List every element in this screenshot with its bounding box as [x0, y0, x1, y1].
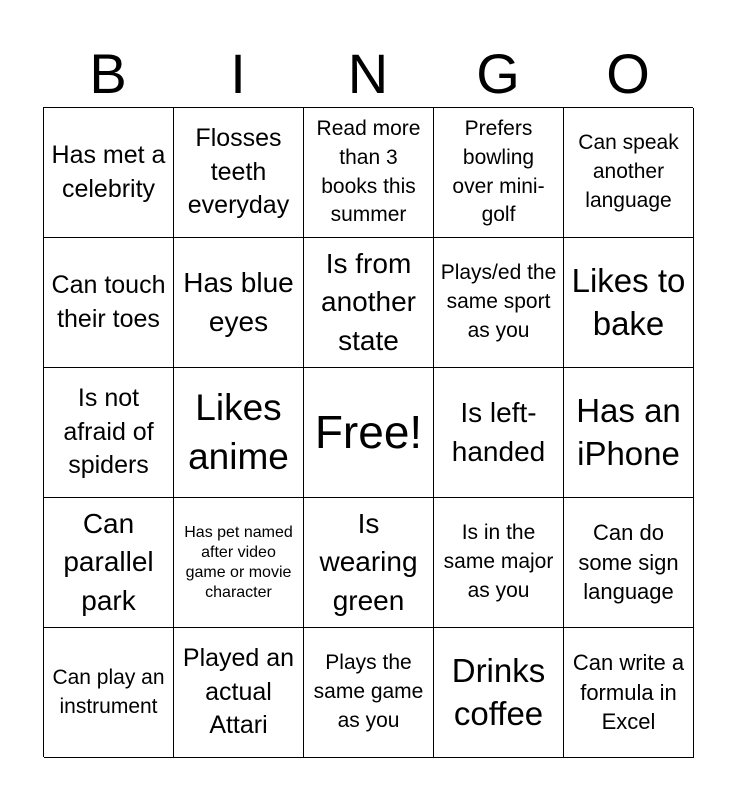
cell-text: Plays the same game as you — [313, 651, 424, 732]
header-letter-n: N — [347, 42, 389, 105]
cell-text: Has met a celebrity — [51, 141, 166, 203]
cell-text: Is from another state — [321, 248, 416, 356]
bingo-cell-r1c3[interactable] — [304, 108, 434, 238]
bingo-cell-r4c1[interactable] — [44, 498, 174, 628]
cell-text: Has pet named after video game or movie character — [184, 523, 293, 601]
bingo-cell-r2c5[interactable] — [564, 238, 694, 368]
bingo-header — [43, 40, 693, 108]
cell-text: Can play an instrument — [52, 665, 165, 718]
bingo-cell-r2c2[interactable] — [174, 238, 304, 368]
cell-text: Has blue eyes — [183, 267, 294, 337]
cell-text: Read more than 3 books this summer — [316, 116, 421, 227]
bingo-cell-r3c2[interactable] — [174, 368, 304, 498]
bingo-cell-r4c4[interactable] — [434, 498, 564, 628]
cell-text: Drinks coffee — [451, 651, 546, 732]
bingo-cell-r4c5[interactable] — [564, 498, 694, 628]
cell-text: Flosses teeth everyday — [187, 124, 290, 220]
bingo-cell-r5c5[interactable] — [564, 628, 694, 758]
bingo-cell-r5c3[interactable] — [304, 628, 434, 758]
bingo-cell-r4c2[interactable] — [174, 498, 304, 628]
cell-text: Can parallel park — [63, 508, 154, 616]
bingo-cell-free[interactable] — [304, 368, 434, 498]
bingo-cell-r3c4[interactable] — [434, 368, 564, 498]
cell-text: Is wearing green — [319, 508, 418, 616]
cell-text: Likes to bake — [571, 261, 686, 342]
bingo-cell-r3c1[interactable] — [44, 368, 174, 498]
bingo-cell-r5c1[interactable] — [44, 628, 174, 758]
cell-text: Is left-handed — [451, 397, 546, 467]
cell-text: Has an iPhone — [576, 391, 681, 472]
cell-text: Can touch their toes — [51, 271, 166, 333]
header-letter-b: B — [89, 42, 127, 105]
bingo-cell-r5c4[interactable] — [434, 628, 564, 758]
bingo-cell-r1c4[interactable] — [434, 108, 564, 238]
header-letter-i: I — [230, 42, 246, 105]
cell-text: Played an actual Attari — [182, 644, 295, 740]
bingo-cell-r1c2[interactable] — [174, 108, 304, 238]
bingo-cell-r2c3[interactable] — [304, 238, 434, 368]
cell-text: Can write a formula in Excel — [572, 649, 685, 735]
bingo-board — [43, 107, 693, 757]
cell-text: Can do some sign language — [578, 519, 679, 605]
header-letter-o: O — [606, 42, 650, 105]
cell-text: Can speak another language — [578, 131, 679, 212]
bingo-cell-r2c4[interactable] — [434, 238, 564, 368]
cell-text: Plays/ed the same sport as you — [440, 261, 557, 342]
cell-text: Is in the same major as you — [443, 521, 554, 602]
bingo-cell-r5c2[interactable] — [174, 628, 304, 758]
cell-text: Is not afraid of spiders — [63, 384, 154, 480]
bingo-cell-r1c5[interactable] — [564, 108, 694, 238]
cell-text: Likes anime — [188, 386, 289, 477]
bingo-cell-r3c5[interactable] — [564, 368, 694, 498]
bingo-cell-r4c3[interactable] — [304, 498, 434, 628]
bingo-cell-r1c1[interactable] — [44, 108, 174, 238]
bingo-cell-r2c1[interactable] — [44, 238, 174, 368]
header-letter-g: G — [476, 42, 520, 105]
cell-text: Prefers bowling over mini-golf — [452, 116, 545, 227]
cell-text: Free! — [314, 405, 423, 458]
